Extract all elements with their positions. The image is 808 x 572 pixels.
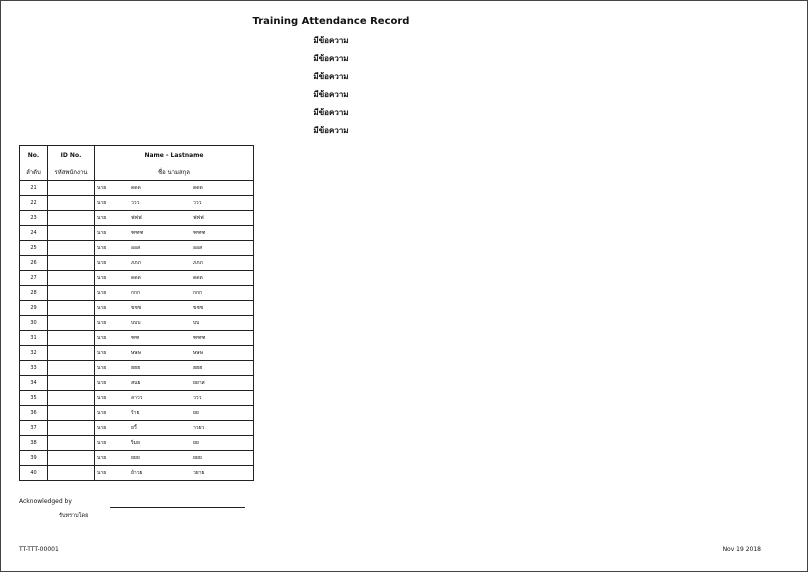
cell-id [48, 346, 95, 361]
cell-id [48, 376, 95, 391]
acknowledged-label: Acknowledged by [19, 498, 72, 505]
cell-name [95, 286, 254, 301]
first-name: ฑฑฑ [131, 230, 144, 236]
last-name: ฮฮฮ [193, 365, 203, 371]
cell-no: 21 [20, 181, 48, 196]
cell-id [48, 436, 95, 451]
cell-no: 22 [20, 196, 48, 211]
cell-no: 39 [20, 451, 48, 466]
table-row [20, 346, 254, 361]
cell-no: 26 [20, 256, 48, 271]
cell-name [95, 406, 254, 421]
cell-no: 24 [20, 226, 48, 241]
last-name: ษษษ [193, 350, 203, 356]
name-prefix: นาย [97, 290, 107, 296]
cell-name [95, 331, 254, 346]
first-name: ร้าย [131, 410, 140, 416]
header-name-th: ชื่อ นามสกุล [158, 169, 190, 176]
table-row [20, 286, 254, 301]
last-name: วยาย [193, 470, 205, 476]
cell-name [95, 361, 254, 376]
name-prefix: นาย [97, 350, 107, 356]
last-name: บบ [193, 320, 200, 326]
header-no-en: No. [27, 152, 40, 159]
cell-no: 31 [20, 331, 48, 346]
table-row [20, 301, 254, 316]
table-row [20, 421, 254, 436]
name-prefix: นาย [97, 215, 107, 221]
subtitle-line: มีข้อความ [313, 54, 349, 63]
table-row [20, 376, 254, 391]
last-name: ขชช [193, 305, 204, 311]
last-name: ยยย [193, 455, 202, 461]
table-row [20, 361, 254, 376]
name-prefix: นาย [97, 455, 107, 461]
name-prefix: นาย [97, 245, 107, 251]
table-row [20, 181, 254, 196]
cell-no: 23 [20, 211, 48, 226]
table-row [20, 451, 254, 466]
first-name: ฮฮฮ [131, 365, 141, 371]
subtitle-line: มีข้อความ [313, 90, 349, 99]
subtitle-line: มีข้อความ [313, 126, 349, 135]
last-name: ออส [193, 245, 203, 251]
name-prefix: นาย [97, 410, 107, 416]
acknowledged-label-th: รับทราบโดย [59, 513, 89, 519]
last-name: ววว [193, 395, 202, 401]
table-row [20, 226, 254, 241]
cell-name [95, 256, 254, 271]
cell-name [95, 211, 254, 226]
name-prefix: นาย [97, 320, 107, 326]
first-name: ษษษ [131, 350, 141, 356]
table-row [20, 391, 254, 406]
name-prefix: นาย [97, 395, 107, 401]
table-row [20, 256, 254, 271]
first-name: ยวี้ [131, 425, 137, 431]
cell-name [95, 301, 254, 316]
last-name: ดดด [193, 275, 203, 281]
subtitle-line: มีข้อความ [313, 72, 349, 81]
name-prefix: นาย [97, 185, 107, 191]
last-name: ยยาส [193, 380, 205, 386]
cell-name [95, 346, 254, 361]
cell-name [95, 241, 254, 256]
report-title: Training Attendance Record [252, 16, 410, 27]
cell-no: 25 [20, 241, 48, 256]
table-row [20, 316, 254, 331]
cell-no: 30 [20, 316, 48, 331]
header-id [48, 146, 95, 181]
cell-name [95, 316, 254, 331]
first-name: ออส [131, 245, 141, 251]
cell-name [95, 271, 254, 286]
cell-name [95, 391, 254, 406]
cell-id [48, 361, 95, 376]
last-name: ฑฑฑ [193, 335, 206, 341]
table-row [20, 466, 254, 481]
cell-id [48, 391, 95, 406]
first-name: ยยย [131, 455, 140, 461]
last-name: กกก [193, 290, 203, 296]
first-name: ย้าวย [131, 470, 143, 476]
cell-no: 27 [20, 271, 48, 286]
name-prefix: นาย [97, 425, 107, 431]
last-name: ววว [193, 200, 202, 206]
cell-id [48, 406, 95, 421]
cell-id [48, 181, 95, 196]
cell-id [48, 211, 95, 226]
cell-id [48, 301, 95, 316]
signature-line [110, 507, 245, 508]
last-name: ยย [193, 440, 199, 446]
header-no [20, 146, 48, 181]
report-header [201, 15, 461, 142]
table-row [20, 211, 254, 226]
name-prefix: นาย [97, 365, 107, 371]
cell-id [48, 286, 95, 301]
cell-id [48, 421, 95, 436]
cell-name [95, 421, 254, 436]
cell-id [48, 316, 95, 331]
name-prefix: นาย [97, 260, 107, 266]
subtitle-line: มีข้อความ [313, 36, 349, 45]
cell-id [48, 271, 95, 286]
last-name: ภภภ [193, 260, 203, 266]
cell-name [95, 226, 254, 241]
document-code: TT-TTT-00001 [19, 546, 59, 553]
last-name: ฑฑฑ [193, 230, 206, 236]
cell-name [95, 451, 254, 466]
cell-no: 32 [20, 346, 48, 361]
print-date: Nov 19 2018 [722, 546, 761, 553]
cell-no: 37 [20, 421, 48, 436]
cell-no: 28 [20, 286, 48, 301]
first-name: ริ่มย [131, 440, 140, 446]
name-prefix: นาย [97, 335, 107, 341]
first-name: สนย [131, 380, 141, 386]
cell-no: 40 [20, 466, 48, 481]
cell-no: 34 [20, 376, 48, 391]
cell-no: 38 [20, 436, 48, 451]
last-name: ดดด [193, 185, 203, 191]
first-name: ขชช [131, 305, 142, 311]
header-name-en: Name - Lastname [144, 152, 204, 159]
cell-id [48, 256, 95, 271]
cell-name [95, 376, 254, 391]
last-name: ยย [193, 410, 199, 416]
name-prefix: นาย [97, 230, 107, 236]
table-header-row [20, 146, 254, 181]
first-name: ภภภ [131, 260, 141, 266]
cell-no: 35 [20, 391, 48, 406]
table-row [20, 241, 254, 256]
cell-no: 33 [20, 361, 48, 376]
cell-id [48, 331, 95, 346]
subtitle-line: มีข้อความ [313, 108, 349, 117]
first-name: ลาวว [131, 395, 143, 401]
first-name: ววว [131, 200, 140, 206]
table-row [20, 196, 254, 211]
last-name: าวยว [193, 425, 205, 431]
header-id-th: รหัสพนักงาน [54, 169, 88, 176]
attendance-table [19, 145, 254, 481]
name-prefix: นาย [97, 380, 107, 386]
first-name: บบบ [131, 320, 141, 326]
table-row [20, 406, 254, 421]
last-name: ฟฟฟ [193, 215, 204, 221]
first-name: ฑฑ [131, 335, 140, 341]
table-row [20, 271, 254, 286]
table-row [20, 436, 254, 451]
header-id-en: ID No. [60, 152, 82, 159]
name-prefix: นาย [97, 200, 107, 206]
cell-name [95, 196, 254, 211]
table-row [20, 331, 254, 346]
name-prefix: นาย [97, 470, 107, 476]
name-prefix: นาย [97, 305, 107, 311]
cell-no: 36 [20, 406, 48, 421]
cell-id [48, 466, 95, 481]
cell-name [95, 181, 254, 196]
first-name: ดดด [131, 275, 141, 281]
cell-id [48, 451, 95, 466]
first-name: กกก [131, 290, 141, 296]
cell-no: 29 [20, 301, 48, 316]
cell-id [48, 226, 95, 241]
cell-id [48, 241, 95, 256]
attendance-rows [20, 181, 254, 481]
cell-id [48, 196, 95, 211]
header-no-th: ลำดับ [26, 169, 41, 176]
name-prefix: นาย [97, 440, 107, 446]
header-name [95, 146, 254, 181]
cell-name [95, 466, 254, 481]
cell-name [95, 436, 254, 451]
first-name: ดดด [131, 185, 141, 191]
name-prefix: นาย [97, 275, 107, 281]
first-name: ฟฟฟ [131, 215, 142, 221]
